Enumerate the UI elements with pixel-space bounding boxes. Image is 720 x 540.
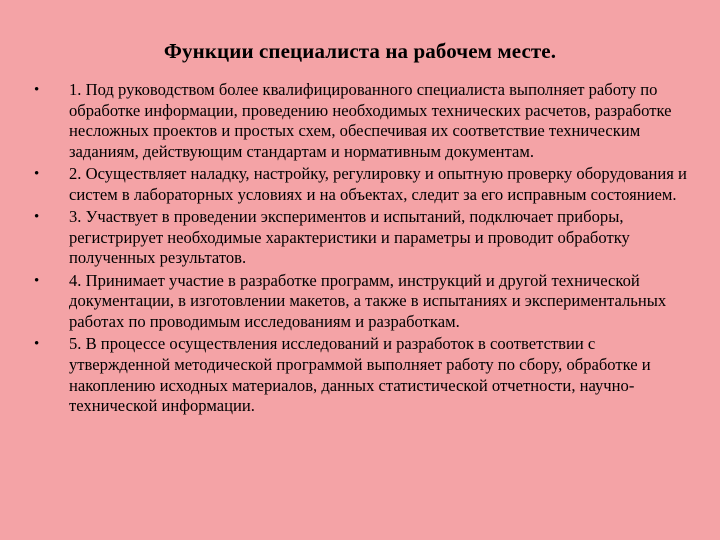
bullet-item-4 <box>34 271 694 333</box>
bullet-icon: • <box>34 82 40 98</box>
bullet-list <box>34 80 694 418</box>
bullet-text: 2. Осуществляет наладку, настройку, регулировку и опытную проверку оборудования и систем в лабораторных условиях и на объектах, следит за его исправным состоянием. <box>69 164 687 204</box>
bullet-item-5 <box>34 334 694 416</box>
bullet-icon: • <box>34 272 40 289</box>
bullet-item-1 <box>34 80 694 162</box>
bullet-icon: • <box>34 336 40 353</box>
bullet-text: 4. Принимает участие в разработке программ, инструкций и другой технической документации, в изготовлении макетов, а также в испытаниях и экспериментальных работах по проводимым исследованиям и разработкам. <box>69 270 667 331</box>
bullet-text: 3. Участвует в проведении экспериментов и испытаний, подключает приборы, регистрирует необходимые характеристики и параметры и проводит обработку полученных результатов. <box>69 207 630 268</box>
bullet-text: 1. Под руководством более квалифицированного специалиста выполняет работу по обработке информации, проведению необходимых технических расчетов, разработке несложных проектов и простых схем, обеспечивая их соответствие техническим заданиям, действующим стандартам и нормативным документам. <box>69 80 672 161</box>
bullet-icon: • <box>34 166 40 183</box>
slide-title: Функции специалиста на рабочем месте. <box>163 39 557 63</box>
bullet-item-3 <box>34 207 694 269</box>
bullet-icon: • <box>34 209 40 226</box>
bullet-item-2 <box>34 164 694 205</box>
bullet-text: 5. В процессе осуществления исследований и разработок в соответствии с утвержденной методической программой выполняет работу по сбору, обработке и накоплению исходных материалов, данных статистической отчетности, научно-технической информации. <box>69 334 651 416</box>
